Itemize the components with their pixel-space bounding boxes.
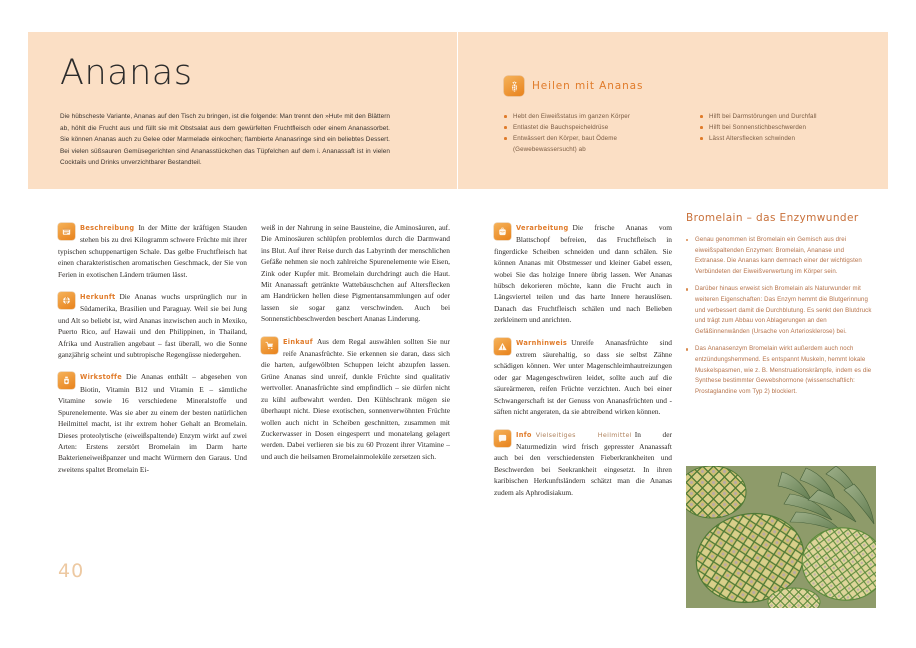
- section-kicker: Warnhinweis: [516, 338, 568, 347]
- left-column-1: [58, 222, 247, 486]
- section-text: Unreife Ananasfrüchte sind extrem säurehaltig, so dass sie selbst Zähne schädigen können. Wer unter Magenschleimhautreizungen oder gar Magengeschwüren leidet, sollte auch auf die säureärmeren, reifen Früchte verzichten. Auch bei einer Schwangerschaft ist der Genuss von Ananasfrüchten und -säften nicht angeraten, da sie abtreibend wirken können.: [494, 337, 672, 417]
- section-beschreibung: [58, 222, 247, 280]
- book-icon: [58, 223, 75, 240]
- section-herkunft: [58, 291, 247, 360]
- section-wirkstoffe: [58, 371, 247, 475]
- jar-icon: [58, 372, 75, 389]
- continuation-text: weiß in der Nahrung in seine Bausteine, die Aminosäuren, auf. Die Aminosäuren schlüpfen problemlos durch die Darmwand ins Blut. Auf ihrer Reise durch das Labyrinth der menschlichen Gefäße nehmen sie noch zahlreiche Spurenelemente wie Eisen, Zink oder Kupfer mit. Bromelain durchdringt auch die Haut. Mit Ananassaft getränkte Wattebäuschchen auf Altersflecken am Handrücken hellen diese Pigmentansammlungen auf oder lassen sie sogar ganz verschwinden. Auch bei Sonnenstichbeschwerden beschert Ananas Linderung.: [261, 223, 450, 324]
- section-warnhinweis: [494, 337, 672, 418]
- section-kicker: Einkauf: [283, 337, 313, 346]
- list-item: Hilft bei Sonnenstichbeschwerden: [700, 122, 876, 133]
- section-body: [494, 222, 672, 326]
- section-kicker: Herkunft: [80, 293, 116, 302]
- section-kicker: Wirkstoffe: [80, 373, 122, 382]
- section-body: [261, 336, 450, 462]
- list-item: Entwässert den Körper, baut Ödeme (Gewebewassersucht) ab: [504, 133, 680, 155]
- list-item: Hebt den Eiweißstatus im ganzen Körper: [504, 111, 680, 122]
- section-einkauf: [261, 336, 450, 462]
- section-text: In der Mitte der kräftigen Stauden stehen bis zu drei Kilogramm schwere Früchte mit ihrer typischen schuppenartigen Schale. Das gelbe Fruchtfleisch hat einen charakteristischen aromatischen Geschmack, der Sie von Ferien in exotischen Ländern träumen lässt.: [58, 223, 247, 279]
- section-verarbeitung: [494, 222, 672, 326]
- section-body: [58, 291, 247, 360]
- heal-box-lists: [504, 111, 876, 155]
- info-icon: [494, 430, 511, 447]
- heal-list-left: [504, 111, 680, 155]
- sidebar-list: [686, 235, 876, 397]
- list-item: Entlastet die Bauchspeicheldrüse: [504, 122, 680, 133]
- section-body: [58, 222, 247, 280]
- heal-box-title: Heilen mit Ananas: [532, 80, 644, 92]
- section-text: Die frische Ananas vom Blattschopf befreien, das Fruchtfleisch in fingerdicke Scheiben schneiden und dann schälen. Sie können Ananas mit Obstmesser und kleiner Gabel essen, wobei Sie das holzige Innere übrig lassen. Wer Ananas hübsch dekorieren möchte, kann die Frucht auch in Längsviertel teilen und das harte Innere herauslösen. Danach das Fruchtfleisch schälen und nach Belieben zerkleinern und anrichten.: [494, 223, 672, 325]
- heal-list-right: [700, 111, 876, 155]
- pineapple-illustration: [686, 466, 876, 608]
- pineapple-icon: [504, 76, 524, 96]
- cart-icon: [261, 337, 278, 354]
- section-info: [494, 429, 672, 498]
- section-continuation: [261, 222, 450, 325]
- section-text: In der Naturmedizin wird frisch gepresster Ananassaft auch bei den verschiedensten Fieberkrankheiten und Beschwerden bei Seekrankheit eingesetzt. In ihren karibischen Herkunftsländern schätzt man die Ananas zudem als Aphrodisiakum.: [494, 429, 672, 497]
- page-title: Ananas: [60, 53, 193, 93]
- list-item: Das Ananasenzym Bromelain wirkt außerdem auch noch entzündungshemmend. Es entspannt Muskeln, hemmt lokale Muskelspasmen, wie z. B. Menstruationskrämpfe, indem es die Synthese bestimmter Gewebshormone (wissenschaftlich: Prostaglandine vom Typ 2) blockiert.: [686, 344, 876, 397]
- section-body: [494, 429, 672, 498]
- section-text: Die Ananas enthält – abgesehen von Biotin, Vitamin B12 und Vitamin E – sämtliche Vitamine sowie 16 verschiedene Mineralstoffe und Spurenelemente. Was sie aber zu einem der besten natürlichen Heilmittel macht, ist ihr extrem hoher Gehalt an Bromelain. Dieses proteolytische (eiweißspaltende) Enzym wirkt auf zwei Arten: Erstens zerstört Bromelain im Darm harte Bakterieneiweißpanzer und macht Würmern den Garaus. Und zweitens spaltet Bromelain Ei-: [58, 372, 247, 474]
- intro-paragraph: Die hübscheste Variante, Ananas auf den Tisch zu bringen, ist die folgende: Man trennt den »Hut« mit den Blättern ab, höhlt die Frucht aus und füllt sie mit Obstsalat aus dem gewürfelten Fruchtfleisch oder einem Ananassorbet. Sie können Ananas auch zu Gelee oder Marmelade einkochen; flambierte Ananasringe sind ein beliebtes Dessert. Bei vielen süßsauren Gemüsegerichten sind Ananasstückchen das Tüpfelchen auf dem i. Ananassaft ist in vielen Cocktails und Drinks unverzichtbarer Bestandteil.: [60, 113, 390, 167]
- globe-icon: [58, 292, 75, 309]
- bromelain-sidebar: [686, 212, 876, 404]
- sidebar-title: Bromelain – das Enzymwunder: [686, 212, 859, 224]
- left-column-2: [261, 222, 450, 486]
- warning-icon: [494, 338, 511, 355]
- page-number: 40: [58, 560, 85, 582]
- section-text: Aus dem Regal auswählen sollten Sie nur reife Ananasfrüchte. Sie erkennen sie daran, dass sich die harten, aufgewölbten Schuppen leicht abzupfen lassen. Grüne Ananas sind unreif, dunkle Früchte sind qualitativ wertvoller. Ananasfrüchte sind empfindlich – sie dürfen nicht zu kühl aufbewahrt werden. Den Kühlschrank mögen sie überhaupt nicht. Diese exotischen, sonnenverwöhnten Früchte wollen auch nicht in Scheiben geschnitten, zusammen mit Zuckerwasser in Dosen eingesperrt und monatelang gelagert werden. Dabei verlieren sie bis zu 60 Prozent ihrer Vitamine – und auch die heilsamen Bromelainmoleküle zersetzen sich.: [261, 336, 450, 461]
- list-item: Lässt Altersflecken schwinden: [700, 133, 876, 144]
- heal-box-header: [504, 76, 643, 96]
- section-subkicker: Vielseitiges Heilmittel: [535, 430, 632, 439]
- right-main-column: [494, 222, 672, 509]
- list-item: Darüber hinaus erweist sich Bromelain als Naturwunder mit weiteren Eigenschaften: Das Enzym hemmt die Blutgerinnung und verbessert damit die Durchblutung. Es senkt den Blutdruck und trägt zum Abbau von Ablagerungen an den Gefäßinnenwänden (Ursache von Arteriosklerose) bei.: [686, 284, 876, 337]
- left-text-columns: [58, 222, 450, 486]
- section-text: Die Ananas wuchs ursprünglich nur in Südamerika, Brasilien und Paraguay. Weil sie bei Jung und Alt so beliebt ist, wird Ananas inzwischen auch in Mexiko, Puerto Rico, auf Hawaii und den Philippinen, in Thailand, Afrika und Australien angebaut – fast überall, wo die Sonne ganzjährig scheint und subtropische Regengüsse niedergehen.: [58, 292, 247, 360]
- section-kicker: Beschreibung: [80, 224, 135, 232]
- knife-board-icon: [494, 223, 511, 240]
- pineapples-photo: [686, 466, 876, 608]
- section-kicker: Verarbeitung: [516, 224, 569, 232]
- list-item: Hilft bei Darmstörungen und Durchfall: [700, 111, 876, 122]
- section-body: [58, 371, 247, 475]
- list-item: Genau genommen ist Bromelain ein Gemisch aus drei eiweißspaltenden Enzymen: Bromelain, Ananase und Extranase. Die Ananas kann demnach einer der wichtigsten Verbündeten der Eiweißverwertung im Körper sein.: [686, 235, 876, 277]
- section-kicker: Info: [516, 430, 532, 439]
- section-body: [494, 337, 672, 418]
